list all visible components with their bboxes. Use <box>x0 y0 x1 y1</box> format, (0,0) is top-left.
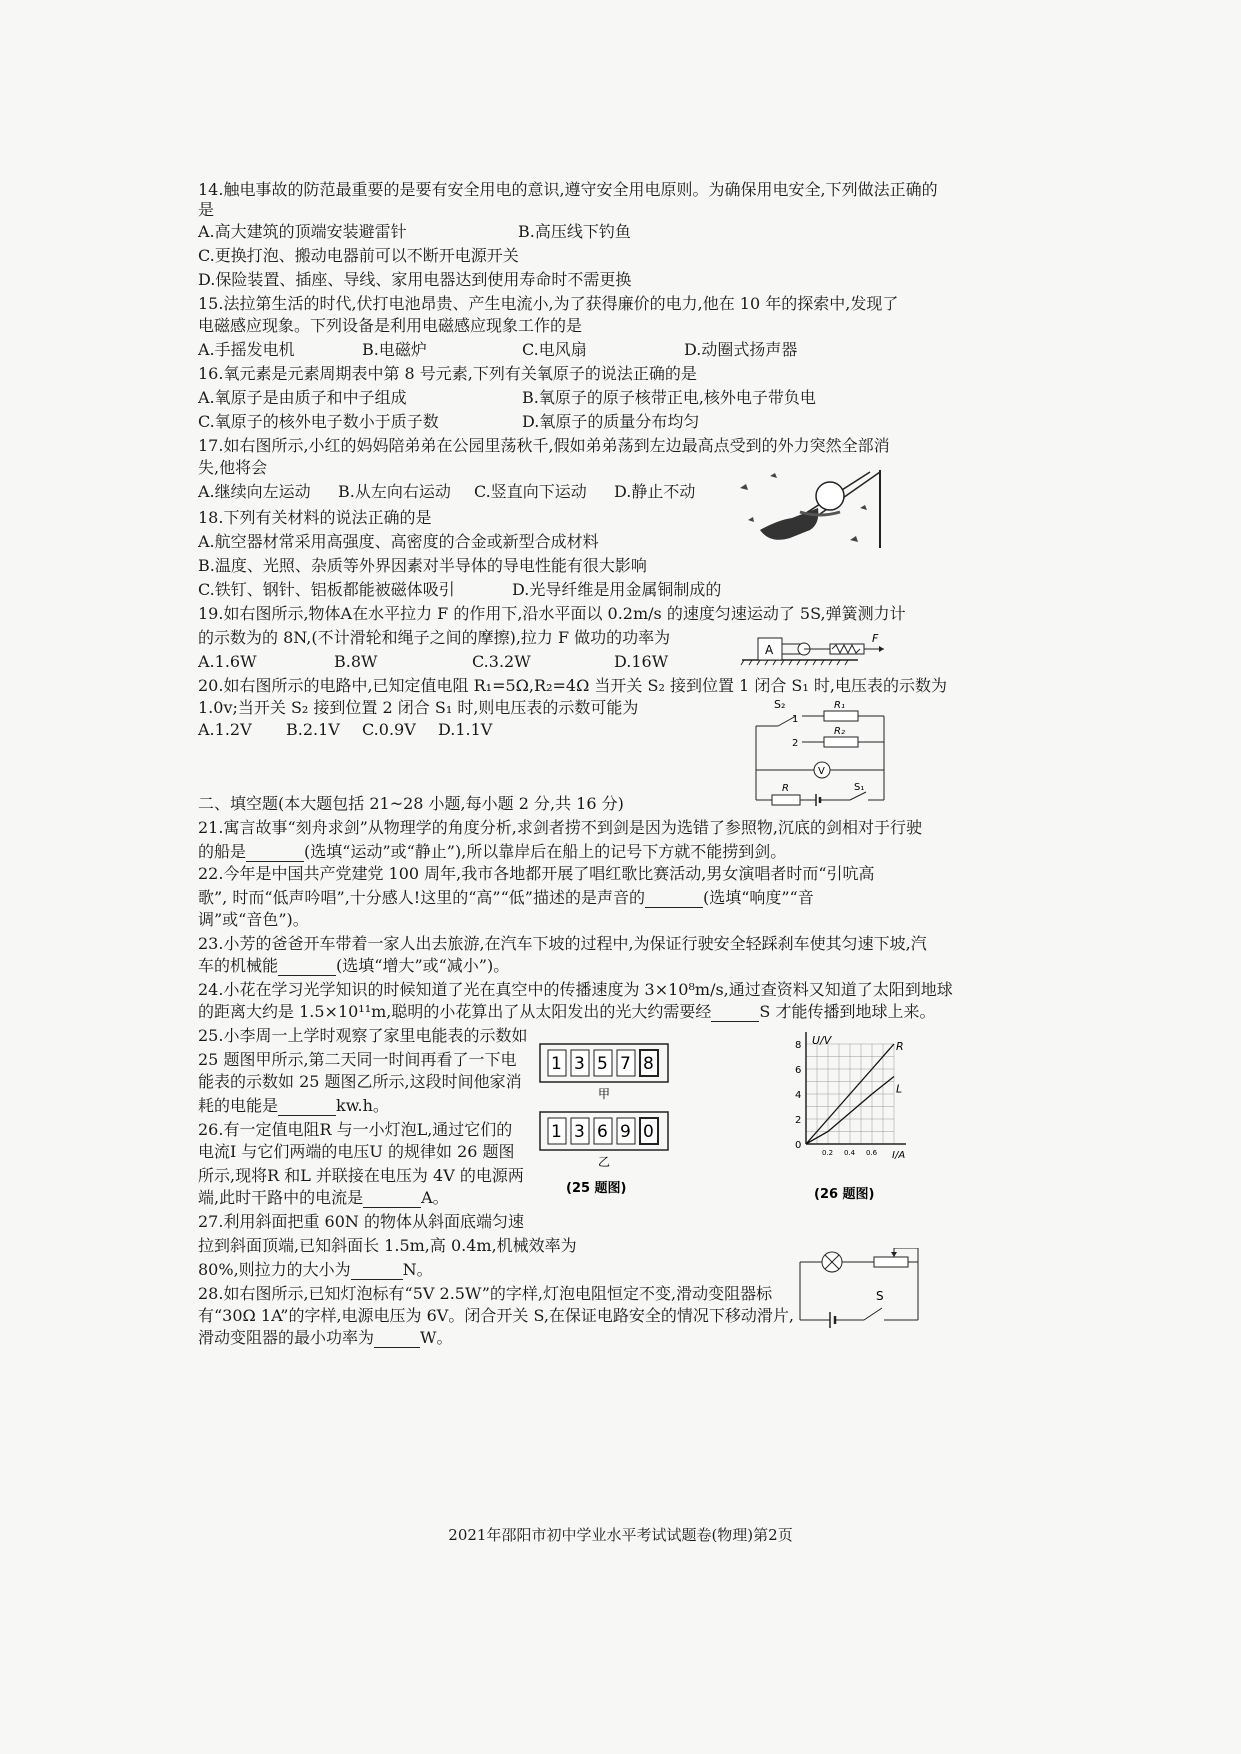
pos1-label: 1 <box>792 714 799 725</box>
q27-line3-start: 80%,则拉力的大小为 <box>198 1260 351 1279</box>
q19-option-a: A.1.6W <box>198 652 257 671</box>
q25-line3: 能表的示数如 25 题图乙所示,这段时间他家消 <box>198 1072 522 1091</box>
slider-tip <box>891 1252 897 1257</box>
leaf-2 <box>770 473 777 478</box>
q14-option-d: D.保险装置、插座、导线、家用电器达到使用寿命时不需更换 <box>198 270 632 289</box>
q21-answer-blank[interactable] <box>246 845 304 862</box>
meter-yi-digit: 0 <box>643 1122 654 1142</box>
resistor-r <box>772 795 800 805</box>
q15-option-d: D.动圈式扬声器 <box>684 340 798 359</box>
meter-yi-digit: 6 <box>597 1122 608 1142</box>
chart-series <box>806 1040 904 1144</box>
q21-line2 <box>198 842 786 862</box>
q28-circuit-figure <box>794 1248 924 1330</box>
y-axis-label: U/V <box>812 1034 832 1047</box>
q27-line3-end: N。 <box>402 1260 433 1279</box>
fig26-caption: (26 题图) <box>814 1187 875 1202</box>
q25-line4 <box>198 1096 389 1116</box>
y-tick-label: 6 <box>795 1065 802 1076</box>
q19-option-b: B.8W <box>334 652 378 671</box>
r-label: R <box>782 783 789 794</box>
q14-option-a: A.高大建筑的顶端安装避雷针 <box>198 222 407 241</box>
q21-line2-end: (选填“运动”或“静止”),所以靠岸后在船上的记号下方就不能捞到剑。 <box>304 842 787 861</box>
meter-figure <box>536 1040 676 1200</box>
resistor-r2 <box>824 737 858 747</box>
r1-label: R₁ <box>834 700 845 711</box>
q25-line4-start: 耗的电能是 <box>198 1096 279 1115</box>
q18-option-c: C.铁钉、钢针、铝板都能被磁体吸引 <box>198 580 455 599</box>
meter-yi-label: 乙 <box>598 1155 611 1169</box>
y-tick-label: 4 <box>795 1090 802 1101</box>
rheostat <box>874 1257 908 1267</box>
q26-line4 <box>198 1188 449 1208</box>
q18-option-a: A.航空器材常采用高强度、高密度的合金或新型合成材料 <box>198 532 599 551</box>
q28-line3 <box>198 1328 452 1348</box>
section2-title: 二、填空题(本大题包括 21~28 小题,每小题 2 分,共 16 分) <box>198 794 624 813</box>
x-tick-label: 0.6 <box>866 1149 878 1157</box>
x-axis-label: I/A <box>892 1150 906 1161</box>
q26-line4-start: 端,此时干路中的电流是 <box>198 1188 364 1207</box>
q20-option-a: A.1.2V <box>198 720 252 739</box>
r2-label: R₂ <box>834 726 845 737</box>
scarf <box>800 512 840 515</box>
s1-label: S₁ <box>854 782 865 793</box>
q17-stem-line2: 失,他将会 <box>198 458 268 477</box>
q18-option-d: D.光导纤维是用金属铜制成的 <box>512 580 722 599</box>
q21-line2-start: 的船是 <box>198 842 247 861</box>
q24-line2-start: 的距离大约是 1.5×10¹¹m,聪明的小花算出了从太阳发出的光大约需要经 <box>198 1002 712 1021</box>
q15-stem-line2: 电磁感应现象。下列设备是利用电磁感应现象工作的是 <box>198 316 583 335</box>
q20-stem-line2: 1.0v;当开关 S₂ 接到位置 2 闭合 S₁ 时,则电压表的示数可能为 <box>198 698 639 717</box>
resistor-r1 <box>824 711 858 721</box>
q19-stem-line2: 的示数为的 8N,(不计滑轮和绳子之间的摩擦),拉力 F 做功的功率为 <box>198 628 671 647</box>
q17-option-a: A.继续向左运动 <box>198 482 311 501</box>
q16-stem: 16.氧元素是元素周期表中第 8 号元素,下列有关氧原子的说法正确的是 <box>198 364 697 383</box>
q24-line1: 24.小花在学习光学知识的时候知道了光在真空中的传播速度为 3×10⁸m/s,通过查资料又知道了太阳到地球 <box>198 980 953 999</box>
q22-line1: 22.今年是中国共产党建党 100 周年,我市各地都开展了唱红歌比赛活动,男女演唱者时而“引吭高 <box>198 864 875 883</box>
q27-line1: 27.利用斜面把重 60N 的物体从斜面底端匀速 <box>198 1212 524 1231</box>
pulley-figure <box>740 626 890 666</box>
meter-jia-digit: 3 <box>574 1054 585 1074</box>
pos2-label: 2 <box>792 738 799 749</box>
q15-option-a: A.手摇发电机 <box>198 340 295 359</box>
leaf-3 <box>850 536 858 542</box>
q16-option-a: A.氧原子是由质子和中子组成 <box>198 388 407 407</box>
meter-jia-digits <box>548 1050 658 1076</box>
q19-stem-line1: 19.如右图所示,物体A在水平拉力 F 的作用下,沿水平面以 0.2m/s 的速度匀速运动了 5S,弹簧测力计 <box>198 604 906 623</box>
q23-line2 <box>198 956 509 976</box>
q14-stem-line2: 是 <box>198 200 215 219</box>
meter-jia-digit: 7 <box>620 1054 631 1074</box>
q25-line2: 25 题图甲所示,第二天同一时间再看了一下电 <box>198 1050 517 1069</box>
q17-option-c: C.竖直向下运动 <box>474 482 587 501</box>
x-tick-label: 0.4 <box>844 1149 856 1157</box>
q24-line2-end: S 才能传播到地球上来。 <box>759 1002 936 1021</box>
block-a-label: A <box>765 643 774 657</box>
q25-answer-blank[interactable] <box>278 1099 336 1116</box>
q14-stem-line1: 14.触电事故的防范最重要的是要有安全用电的意识,遵守安全用电原则。为确保用电安全,下列做法正确的 <box>198 180 938 199</box>
q24-answer-blank[interactable] <box>711 1005 759 1022</box>
meter-yi-digit: 1 <box>551 1122 562 1142</box>
s1-blade <box>850 792 866 800</box>
q20-circuit-figure <box>752 696 892 812</box>
q22-line2-end: (选填“响度”“音 <box>702 888 814 907</box>
q28-line3-start: 滑动变阻器的最小功率为 <box>198 1328 375 1347</box>
q22-line2 <box>198 888 814 908</box>
q14-option-c: C.更换打泡、搬动电器前可以不断开电源开关 <box>198 246 519 265</box>
s2-label: S₂ <box>774 698 786 711</box>
q15-option-c: C.电风扇 <box>522 340 587 359</box>
y-tick-label: 8 <box>795 1040 802 1051</box>
q28-line2: 有“30Ω 1A”的字样,电源电压为 6V。闭合开关 S,在保证电路安全的情况下移动滑片, <box>198 1306 795 1325</box>
q17-option-d: D.静止不动 <box>614 482 696 501</box>
q16-option-d: D.氧原子的质量分布均匀 <box>522 412 700 431</box>
q18-stem: 18.下列有关材料的说法正确的是 <box>198 508 432 527</box>
q17-option-b: B.从左向右运动 <box>338 482 451 501</box>
q16-option-c: C.氧原子的核外电子数小于质子数 <box>198 412 439 431</box>
q19-option-c: C.3.2W <box>472 652 531 671</box>
force-label: F <box>872 632 879 645</box>
arrow-head <box>879 646 884 652</box>
q26-line2: 电流I 与它们两端的电压U 的规律如 26 题图 <box>198 1142 515 1161</box>
q24-line2 <box>198 1002 935 1022</box>
y-tick-label: 2 <box>795 1115 802 1126</box>
q22-line3: 调”或“音色”)。 <box>198 910 309 929</box>
x-tick-label: 0.2 <box>822 1149 834 1157</box>
fig25-caption: (25 题图) <box>566 1181 627 1196</box>
q26-line1: 26.有一定值电阻R 与一小灯泡L,通过它们的 <box>198 1120 513 1139</box>
q20-option-d: D.1.1V <box>438 720 493 739</box>
leaf-5 <box>860 505 867 510</box>
meter-jia-digit: 1 <box>551 1054 562 1074</box>
q14-option-b: B.高压线下钓鱼 <box>518 222 631 241</box>
series-label-L: L <box>896 1082 903 1096</box>
q16-option-b: B.氧原子的原子核带正电,核外电子带负电 <box>522 388 816 407</box>
meter-yi-digit: 3 <box>574 1122 585 1142</box>
q27-line2: 拉到斜面顶端,已知斜面长 1.5m,高 0.4m,机械效率为 <box>198 1236 577 1255</box>
child-head <box>816 482 844 510</box>
q20-stem-line1: 20.如右图所示的电路中,已知定值电阻 R₁=5Ω,R₂=4Ω 当开关 S₂ 接到位置 1 闭合 S₁ 时,电压表的示数为 <box>198 676 947 695</box>
q18-option-b: B.温度、光照、杂质等外界因素对半导体的导电性能有很大影响 <box>198 556 647 575</box>
q20-option-b: B.2.1V <box>286 720 340 739</box>
q23-line2-start: 车的机械能 <box>198 956 279 975</box>
q28-answer-blank[interactable] <box>374 1331 420 1348</box>
meter-yi-digits <box>548 1118 658 1144</box>
q15-stem-line1: 15.法拉第生活的时代,伏打电池昂贵、产生电流小,为了获得廉价的电力,他在 10 年的探索中,发现了 <box>198 294 899 313</box>
q26-answer-blank[interactable] <box>363 1191 421 1208</box>
meter-yi-digit: 9 <box>620 1122 631 1142</box>
q23-line1: 23.小芳的爸爸开车带着一家人出去旅游,在汽车下坡的过程中,为保证行驶安全轻踩刹车使其匀速下坡,汽 <box>198 934 927 953</box>
y-tick-label: 0 <box>795 1140 802 1151</box>
switch-label: S <box>876 1289 884 1303</box>
leaf-1 <box>740 484 748 490</box>
q22-answer-blank[interactable] <box>645 891 703 908</box>
ui-chart <box>784 1026 920 1206</box>
page-footer: 2021年邵阳市初中学业水平考试试题卷(物理)第2页 <box>448 1526 793 1544</box>
q20-option-c: C.0.9V <box>362 720 416 739</box>
q17-stem-line1: 17.如右图所示,小红的妈妈陪弟弟在公园里荡秋千,假如弟弟荡到左边最高点受到的外力突然全部消 <box>198 436 890 455</box>
q27-line3 <box>198 1260 433 1280</box>
q23-line2-end: (选填“增大”或“减小”)。 <box>336 956 510 975</box>
q28-line3-end: W。 <box>420 1328 453 1347</box>
series-label-R: R <box>896 1040 904 1053</box>
meter-jia-digit: 5 <box>597 1054 608 1074</box>
chart-ticks <box>795 1040 878 1157</box>
q26-line3: 所示,现将R 和L 并联接在电压为 4V 的电源两 <box>198 1166 524 1185</box>
q22-line2-start: 歌”, 时而“低声吟唱”,十分感人!这里的“高”“低”描述的是声音的 <box>198 888 645 907</box>
leaf-4 <box>748 517 754 522</box>
q26-line4-end: A。 <box>421 1188 449 1207</box>
q23-answer-blank[interactable] <box>278 959 336 976</box>
q27-answer-blank[interactable] <box>351 1263 403 1280</box>
swing-figure <box>730 468 890 558</box>
q21-line1: 21.寓言故事“刻舟求剑”从物理学的角度分析,求剑者捞不到剑是因为选错了参照物,沉底的剑相对于行驶 <box>198 818 922 837</box>
q15-option-b: B.电磁炉 <box>362 340 427 359</box>
q19-option-d: D.16W <box>614 652 669 671</box>
q25-line1: 25.小李周一上学时观察了家里电能表的示数如 <box>198 1026 528 1045</box>
q25-line4-end: kw.h。 <box>336 1096 389 1115</box>
q28-line1: 28.如右图所示,已知灯泡标有“5V 2.5W”的字样,灯泡电阻恒定不变,滑动变阻器标 <box>198 1284 773 1303</box>
switch-blade <box>864 1308 882 1320</box>
meter-jia-label: 甲 <box>598 1087 611 1101</box>
meter-jia-digit: 8 <box>643 1054 654 1074</box>
v-label: V <box>818 766 825 777</box>
